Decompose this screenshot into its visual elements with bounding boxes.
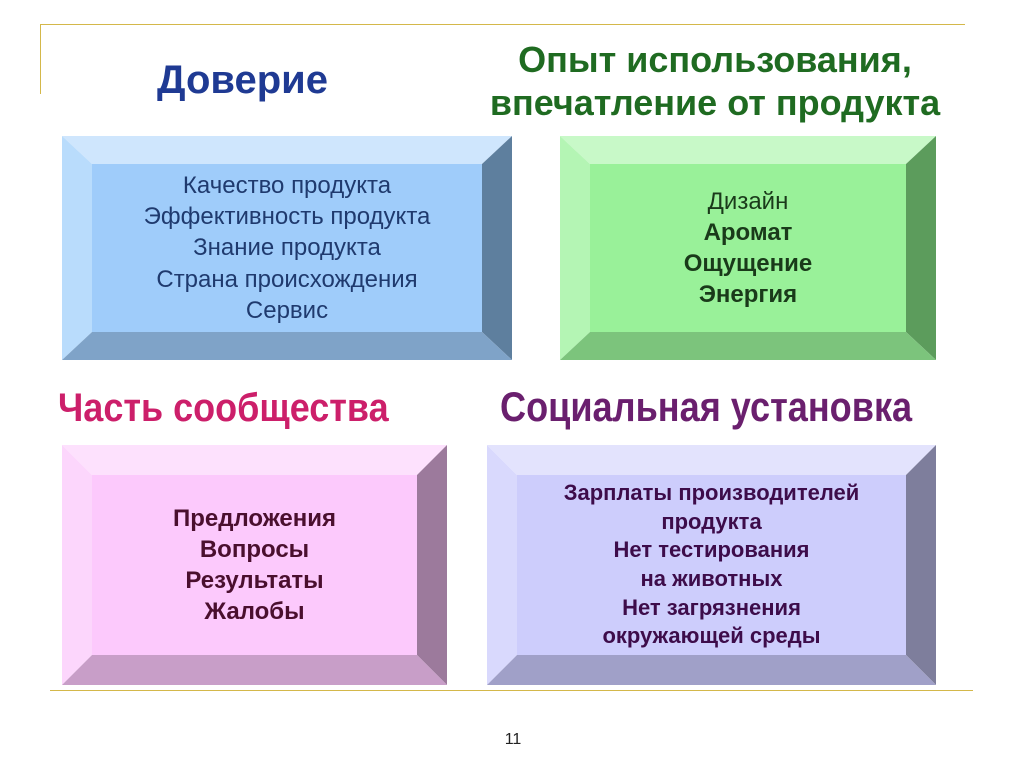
box-trust (62, 136, 512, 360)
list-item: Вопросы (199, 535, 310, 563)
list-item: Знание продукта (193, 234, 381, 262)
decorative-bottom-line (50, 690, 973, 691)
list-item: Аромат (703, 218, 793, 246)
list-item: Нет загрязнения (622, 594, 801, 620)
heading-community: Часть сообщества (58, 386, 389, 430)
list-item: Сервис (245, 296, 329, 324)
list-item: продукта (661, 508, 762, 534)
box-community-list (92, 475, 417, 655)
list-item: Нет тестирования (613, 537, 810, 563)
heading-experience: Опыт использования, впечатление от продукта (489, 39, 941, 124)
page-number: 11 (504, 731, 522, 748)
box-social (487, 445, 936, 685)
list-item: Жалобы (204, 598, 305, 626)
list-item: Зарплаты производителей (563, 480, 860, 506)
list-item: Качество продукта (182, 172, 392, 200)
box-experience (560, 136, 936, 360)
decorative-left-line (40, 24, 41, 94)
list-item: Ощущение (683, 250, 813, 277)
heading-social: Социальная установка (500, 383, 913, 430)
decorative-top-line (40, 24, 965, 25)
list-item: на животных (640, 566, 783, 591)
list-item: Эффективность продукта (143, 203, 431, 231)
list-item: Результаты (185, 567, 324, 594)
box-social-list (517, 475, 906, 655)
heading-trust: Доверие (157, 58, 328, 102)
box-trust-list (92, 164, 482, 332)
list-item: Энергия (698, 281, 798, 309)
box-experience-list (590, 164, 906, 332)
box-community (62, 445, 447, 685)
list-item: Страна происхождения (156, 265, 418, 293)
list-item: окружающей среды (602, 623, 821, 649)
list-item: Предложения (172, 504, 337, 532)
list-item: Дизайн (707, 187, 789, 215)
